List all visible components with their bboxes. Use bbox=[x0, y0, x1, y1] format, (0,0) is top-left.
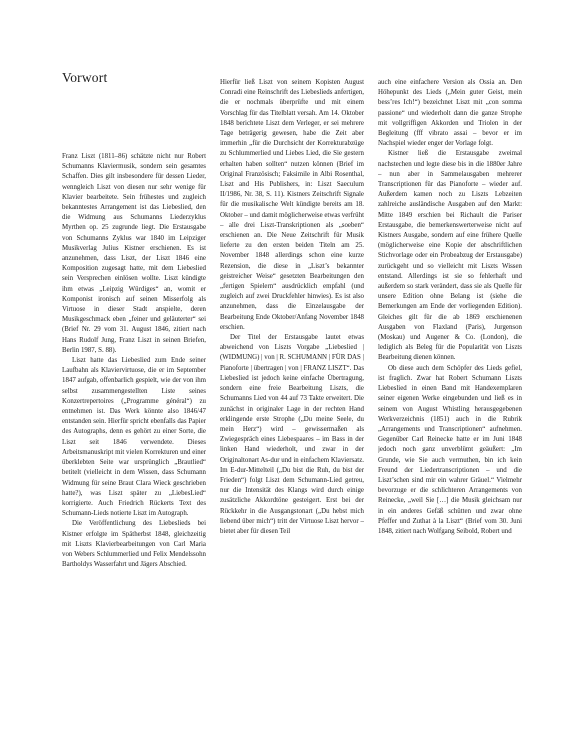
paragraph: Der Titel der Erstausgabe lautet etwas abweichend von Liszts Vorgabe „Liebeslied | (WIDMUNG) | von | R. SCHUMANN | FÜR DAS | Pianoforte | übertragen | von | FRANZ LISZT“. Das Liebeslied ist jedoch keine einfache Übertragung, sondern eine freie Bearbeitung Liszts, die Schumanns Lied von 44 auf 73 Takte erweitert. Die zunächst in originaler Lage in der rechten Hand erklingende erste Strophe („Du meine Seele, du mein Herz“) wird – gewissermaßen als Zwiegespräch eines Liebespaares – im Bass in der linken Hand wiederholt, und zwar in der Originaltonart As-dur und in einfachem Klaviersatz. Im E-dur-Mittelteil („Du bist die Ruh, du bist der Frieden“) folgt Liszt dem Schumann-Lied getreu, nur die Intensität des Klangs wird durch einige zusätzliche Akkordtöne gesteigert. Erst bei der Rückkehr in die Ausgangstonart („Du hebst mich liebend über mich“) tritt der Virtuose Liszt hervor – bietet aber für diesen Teil bbox=[220, 334, 364, 535]
paragraph: Liszt hatte das Liebeslied zum Ende seiner Laufbahn als Klaviervirtuose, die er im September 1847 aufgab, offenbarlich gespielt, wie der von ihm selbst zusammengestellten Liste seines Konzertrepertoires („Programme général“) zu entnehmen ist. Das Werk könnte also 1846/47 entstanden sein. Hierfür spricht ebenfalls das Papier des Autographs, denn es gehört zu einer Sorte, die Liszt seit 1846 verwendete. Dieses Arbeitsmanuskript mit vielen Korrekturen und einer überklebten Seite war ursprünglich „Brautlied“ betitelt (vielleicht in dem Wissen, dass Schumann Widmung für seine Braut Clara Wieck geschrieben hatte?), was Liszt später zu „LiebesLied“ korrigierte. Auch Friedrich Rückerts Text des Schumann-Lieds notierte Liszt im Autograph. bbox=[62, 357, 206, 518]
preface-heading: Vorwort bbox=[62, 70, 108, 85]
paragraph: Kistner ließ die Erstausgabe zweimal nachstechen und legte diese bis in die 1880er Jahre – nun aber in Sammelausgaben mehrerer Transcriptionen für das Pianoforte – wieder auf. Außerdem kamen noch zu Liszts Lebzeiten zahlreiche ausländische Ausgaben auf den Markt: Mitte 1849 erschien bei Richault die Pariser Erstausgabe, die bemerkenswerterweise nicht auf Kistners Ausgabe, sondern auf eine frühere Quelle (möglicherweise eine Kopie der abschriftlichen Stichvorlage oder ein Probeabzug der Erstausgabe) zurückgeht und so vielleicht mit Liszts Wissen entstand. Allerdings ist sie so fehlerhaft und außerdem so stark verändert, dass sie als Quelle für unsere Edition ohne Belang ist (siehe die Bemerkungen am Ende der vorliegenden Edition). Gleiches gilt für die ab 1869 erschienenen Ausgaben von Flaxland (Paris), Jurgenson (Moskau) und Augener & Co. (London), die lediglich als Beleg für die Popularität von Liszts Bearbeitung dienen können. bbox=[378, 150, 522, 362]
text-column-3 bbox=[378, 78, 522, 718]
paragraph: auch eine einfachere Version als Ossia an. Den Höhepunkt des Lieds („Mein guter Geist, mein bess’res Ich!“) bezeichnet Liszt mit „con somma passione“ und wiederholt dann die ganze Strophe mit vollgriffigen Akkorden und Triolen in der Begleitung (fff vibrato assai – bevor er im Nachspiel wieder enger der Vorlage folgt. bbox=[378, 79, 522, 148]
text-column-2 bbox=[220, 78, 364, 718]
paragraph: Hierfür ließ Liszt von seinem Kopisten August Conradi eine Reinschrift des Liebeslieds anfertigen, die er nochmals überprüfte und mit einem Vorschlag für das Titelblatt versah. Am 14. Oktober 1848 berichtete Liszt dem Verleger, er sei mehrere Tage beträgerig gewesen, habe die Zeit aber immerhin „für die Durchsicht der Korrekturabzüge zu Schlummerlied und Liebes Lied, die Sie gestern erhalten haben sollten“ nutzen können (Brief im Original Französisch; Faksimile in Albi Rosenthal, Liszt and His Publishers, in: Liszt Saeculum II/1986, Nr. 38, S. 11). Kistners Zeitschrift Signale für die musikalische Welt kündigte bereits am 18. Oktober – und damit möglicherweise etwas verfrüht – alle drei Liszt-Transkriptionen als „soeben“ erschienen an. Die Neue Zeitschrift für Musik lieferte zu den ersten beiden Titeln am 25. November 1848 allerdings schon eine kurze Rezension, die diese in „Liszt’s bekannter geistreicher Weise“ gesetzten Bearbeitungen den „fertigen Spielern“ ausdrücklich empfahl (und zugleich auf zwei Druckfehler hinwies). Es ist also anzunehmen, dass die Einzelausgabe der Bearbeitung Ende Oktober/Anfang November 1848 erschien. bbox=[220, 79, 364, 331]
paragraph: Die Veröffentlichung des Liebeslieds bei Kistner erfolgte im Spätherbst 1848, gleichzeitig mit Liszts Klavierbearbeitungen von Carl Maria von Webers Schlummerlied und Felix Mendelssohn Bartholdys Wasserfahrt und Jägers Abschied. bbox=[62, 520, 206, 569]
text-column-1 bbox=[62, 152, 206, 732]
paragraph: Franz Liszt (1811–86) schätzte nicht nur Robert Schumanns Klaviermusik, sondern sein gesamtes Schaffen. Dies gilt insbesondere für dessen Lieder, wenngleich Liszt von diesen nur sehr wenige für Klavier bearbeitete. Sein frühestes und zugleich bekanntestes Arrangement ist das Liebeslied, den die Widmung aus Schumanns Liederzyklus Myrthen op. 25 zugrunde liegt. Die Erstausgabe von Schumanns Zyklus war 1840 im Leipziger Musikverlag Julius Kistner erschienen. Es ist anzunehmen, dass Liszt, der Liszt 1846 eine Komposition zugesagt hatte, mit dem Liebeslied sein Versprechen einlösen wollte. Liszt kündigte ihm etwas „Leipzig Würdiges“ an, womit er Komponist ironisch auf seinen Misserfolg als Virtuose in dieser Stadt anspielte, deren Musikgeschmack eben „feiner und geläuterter“ sei (Brief Nr. 29 vom 31. August 1846, zitiert nach Hans Rudolf Jung, Franz Liszt in seinen Briefen, Berlin 1987, S. 88). bbox=[62, 153, 206, 354]
paragraph: Ob diese auch dem Schöpfer des Lieds gefiel, ist fraglich. Zwar hat Robert Schumann Liszts Liebeslied in einen Band mit Handexemplaren seiner eigenen Werke eingebunden und ließ es in seinem von August Whistling herausgegebenen Werkverzeichnis (1851) auch in die Rubrik „Arrangements und Transcriptionen“ aufnehmen. Gegenüber Carl Reinecke hatte er im Juni 1848 jedoch noch ganz unverblümt geäußert: „Im Grunde, wie Sie auch vermuthen, bin ich kein Freund der Liedertranscriptionen – und die Liszt’schen sind mir ein wahrer Gräuel.“ Vielmehr bevorzuge er die schlichteren Arrangements von Reinecke, „weil Sie […] die Musik gleichsam nur in ein anderes Gefäß schütten und zwar ohne Pfeffer und Zuthat à la Liszt“ (Brief vom 30. Juni 1848, zitiert nach Wolfgang Seibold, Robert und bbox=[378, 364, 522, 535]
